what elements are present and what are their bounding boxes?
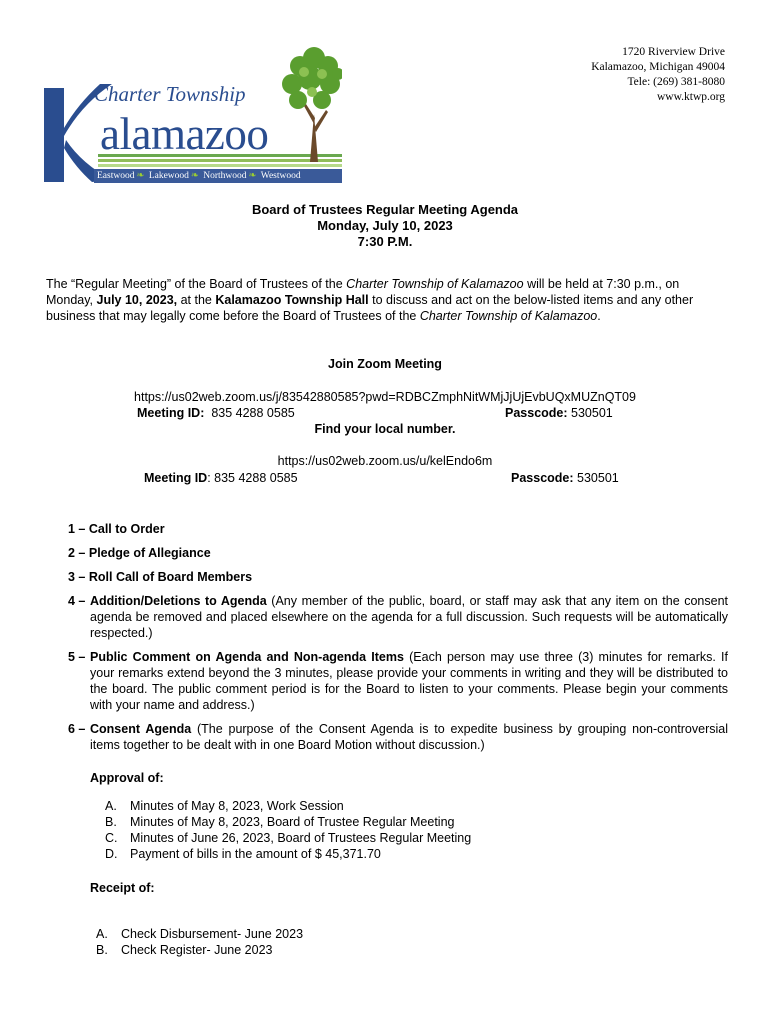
intro-text: . xyxy=(597,309,601,323)
township-logo xyxy=(42,44,342,184)
meeting-id-label: Meeting ID xyxy=(144,471,208,485)
agenda-item xyxy=(68,649,728,713)
intro-text: The “Regular Meeting” of the Board of Trustees of the xyxy=(46,277,347,291)
zoom-heading: Join Zoom Meeting xyxy=(328,357,442,371)
item-number: 3 – xyxy=(68,570,89,584)
agenda-title xyxy=(0,202,770,250)
intro-text: at the xyxy=(177,293,216,307)
local-number-link[interactable]: https://us02web.zoom.us/u/kelEndo6m xyxy=(277,454,493,468)
logo-banner xyxy=(94,169,342,183)
item-text: Payment of bills in the amount of $ 45,371.70 xyxy=(130,847,381,861)
passcode-label: Passcode: xyxy=(505,406,568,420)
leaf-icon: ❧ xyxy=(248,171,257,181)
agenda-time: 7:30 P.M. xyxy=(357,234,413,249)
passcode-value: 530501 xyxy=(571,406,613,420)
item-letter: A. xyxy=(96,927,108,941)
item-text: Minutes of May 8, 2023, Board of Trustee Regular Meeting xyxy=(130,815,455,829)
item-number: 2 – xyxy=(68,546,89,560)
receipt-list xyxy=(96,926,303,958)
item-description: (The purpose of the Consent Agenda is to expedite business by grouping non-controversial items together to be dealt with in one Board Motion without discussion.) xyxy=(90,722,728,752)
agenda-title-line: Board of Trustees Regular Meeting Agenda xyxy=(251,202,519,217)
item-letter: C. xyxy=(105,831,118,845)
list-item xyxy=(105,830,471,846)
logo-name-text: alamazoo xyxy=(100,109,269,159)
township-name: Charter Township of Kalamazoo xyxy=(419,309,598,323)
meeting-id-row xyxy=(144,470,298,486)
item-heading: Pledge of Allegiance xyxy=(88,546,211,560)
meeting-id-row xyxy=(137,405,295,421)
item-text: Minutes of June 26, 2023, Board of Trustees Regular Meeting xyxy=(130,831,472,845)
item-number: 1 – xyxy=(68,522,89,536)
agenda-item xyxy=(68,569,728,585)
item-heading: Addition/Deletions to Agenda xyxy=(90,594,267,608)
banner-item: Lakewood xyxy=(148,171,189,181)
meeting-date: July 10, 2023, xyxy=(96,293,178,307)
intro-paragraph xyxy=(46,276,726,324)
intro-text: will be held at 7:30 p.m., on Monday, xyxy=(46,277,680,307)
find-local-number: Find your local number. xyxy=(314,422,456,436)
township-name: Charter Township of Kalamazoo xyxy=(346,277,524,291)
address-website-link[interactable]: www.ktwp.org xyxy=(656,91,725,103)
approval-list xyxy=(105,798,471,862)
agenda-item xyxy=(68,721,728,753)
passcode-label: Passcode: xyxy=(511,471,574,485)
approval-heading: Approval of: xyxy=(90,771,164,785)
item-heading: Roll Call of Board Members xyxy=(88,570,253,584)
passcode-row xyxy=(505,405,613,421)
item-number: 4 – xyxy=(68,594,86,608)
item-heading: Public Comment on Agenda and Non-agenda Items xyxy=(90,650,404,664)
list-item xyxy=(105,846,471,862)
address-phone: Tele: (269) 381-8080 xyxy=(627,76,725,88)
address-line: 1720 Riverview Drive xyxy=(622,46,725,58)
receipt-heading: Receipt of: xyxy=(90,881,155,895)
banner-item: Eastwood xyxy=(97,171,135,181)
banner-item: Northwood xyxy=(203,171,247,181)
item-text: Check Disbursement- June 2023 xyxy=(121,927,304,941)
item-letter: A. xyxy=(105,799,117,813)
list-item xyxy=(105,814,471,830)
agenda-items xyxy=(68,521,728,761)
item-description: (Each person may use three (3) minutes for remarks. If your remarks extend beyond the 3 minutes, please provide your comments in writing and they will be distributed to the board. The public comment period is for the Board to listen to your comments. Please begin your comments with your name and address.) xyxy=(90,650,728,712)
agenda-item xyxy=(68,521,728,537)
township-address xyxy=(591,45,725,105)
item-number: 6 – xyxy=(68,722,86,736)
list-item xyxy=(105,798,471,814)
leaf-icon: ❧ xyxy=(136,171,145,181)
item-letter: B. xyxy=(96,943,108,957)
passcode-value: 530501 xyxy=(577,471,619,485)
logo-charter-text: Charter Township xyxy=(94,82,246,106)
meeting-location: Kalamazoo Township Hall xyxy=(215,293,369,307)
item-text: Check Register- June 2023 xyxy=(121,943,273,957)
item-letter: D. xyxy=(105,847,118,861)
banner-item: Westwood xyxy=(260,171,301,181)
item-heading: Consent Agenda xyxy=(90,722,192,736)
address-line: Kalamazoo, Michigan 49004 xyxy=(591,61,725,73)
intro-text: to discuss and act on the below-listed items and any other business that may legally come before the Board of Trustees of the xyxy=(46,293,694,323)
list-item xyxy=(96,926,303,942)
agenda-item xyxy=(68,593,728,641)
passcode-row xyxy=(511,470,619,486)
zoom-url-link[interactable]: https://us02web.zoom.us/j/83542880585?pwd=RDBCZmphNitWMjJjUjEvbUQxMUZnQT09 xyxy=(134,390,636,404)
agenda-date: Monday, July 10, 2023 xyxy=(317,218,453,233)
item-letter: B. xyxy=(105,815,117,829)
meeting-id-label: Meeting ID: xyxy=(137,406,205,420)
agenda-item xyxy=(68,545,728,561)
meeting-id-value: 835 4288 0585 xyxy=(211,406,295,420)
list-item xyxy=(96,942,303,958)
item-description: (Any member of the public, board, or staff may ask that any item on the consent agenda be removed and placed elsewhere on the agenda for a full discussion. Such requests will be automatically respected.) xyxy=(90,594,729,640)
meeting-id-value: : 835 4288 0585 xyxy=(207,471,298,485)
item-number: 5 – xyxy=(68,650,86,664)
item-heading: Call to Order xyxy=(88,522,165,536)
leaf-icon: ❧ xyxy=(190,171,199,181)
item-text: Minutes of May 8, 2023, Work Session xyxy=(130,799,344,813)
